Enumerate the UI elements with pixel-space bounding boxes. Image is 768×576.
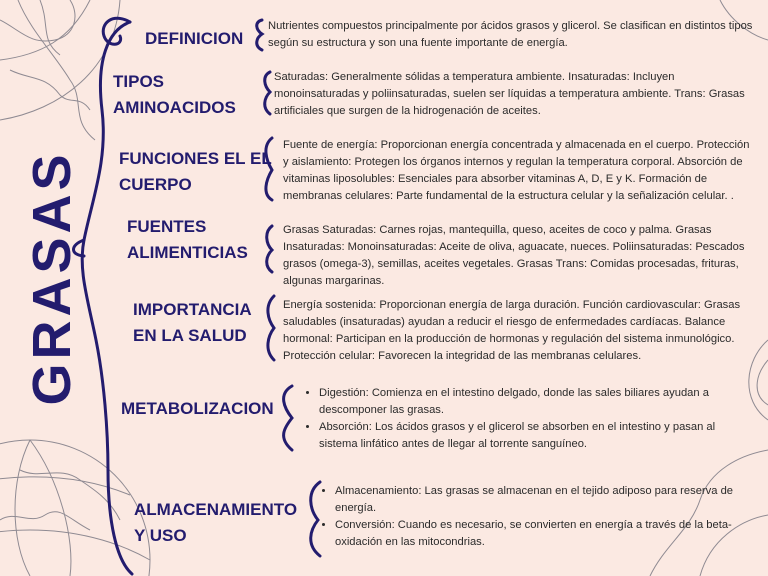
- list-almacenamiento: [319, 483, 749, 551]
- list-item: • Absorción: Los ácidos grasos y el glicerol se absorben en el intestino y pasan al sistema linfático antes de llegar al torrente sanguíneo.: [319, 419, 743, 453]
- heading-fuentes: FUENTES ALIMENTICIAS: [127, 217, 248, 262]
- text-fuentes: Grasas Saturadas: Carnes rojas, mantequilla, queso, aceites de coco y palma. Grasas Insaturadas: Monoinsaturadas: Aceite de oliva, aguacate, nueces. Poliinsaturadas: Pescados grasos (omega-3), semillas, aceites vegetales. Grasas Trans: Comidas procesadas, frituras, algunas margarinas.: [283, 224, 745, 287]
- text-funciones: Fuente de energía: Proporcionan energía concentrada y almacenada en el cuerpo. Protección y aislamiento: Protegen los órganos internos y regulan la temperatura corporal. Absorción de vitaminas liposolubles: Esenciales para absorber vitaminas A, D, E y K. Formación de membranas celulares: Parte fundamental de la estructura celular y la señalización celular. .: [283, 139, 750, 202]
- list-item: • Digestión: Comienza en el intestino delgado, donde las sales biliares ayudan a descomponer las grasas.: [319, 385, 743, 419]
- text-definicion: Nutrientes compuestos principalmente por ácidos grasos y glicerol. Se clasifican en distintos tipos según su estructura y son una fuente importante de energía.: [268, 20, 753, 49]
- text-importancia: Energía sostenida: Proporcionan energía de larga duración. Función cardiovascular: Grasas saludables (insaturadas) ayudan a reducir el riesgo de enfermedades cardíacas. Balance hormonal: Participan en la producción de hormonas y regulación del sistema inmunológico. Protección celular: Favorecen la integridad de las membranas celulares.: [283, 299, 741, 362]
- heading-importancia: IMPORTANCIA EN LA SALUD: [133, 300, 252, 345]
- heading-metabolizacion: METABOLIZACION: [121, 399, 274, 418]
- text-tipos: Saturadas: Generalmente sólidas a temperatura ambiente. Insaturadas: Incluyen monoinsaturadas y poliinsaturadas, suelen ser líquidas a temperatura ambiente. Trans: Grasas artificiales que surgen de la hidrogenación de aceites.: [274, 71, 745, 117]
- heading-almacenamiento: ALMACENAMIENTO Y USO: [134, 500, 298, 545]
- heading-funciones: FUNCIONES EL EL CUERPO: [119, 149, 272, 194]
- list-metabolizacion: [303, 385, 743, 453]
- heading-definicion: DEFINICION: [145, 29, 244, 48]
- heading-tipos: TIPOS AMINOACIDOS: [113, 72, 236, 117]
- list-item: • Almacenamiento: Las grasas se almacenan en el tejido adiposo para reserva de energía.: [335, 483, 749, 517]
- list-item: • Conversión: Cuando es necesario, se convierten en energía a través de la beta-oxidación en las mitocondrias.: [335, 517, 749, 551]
- main-title: GRASAS: [22, 150, 82, 406]
